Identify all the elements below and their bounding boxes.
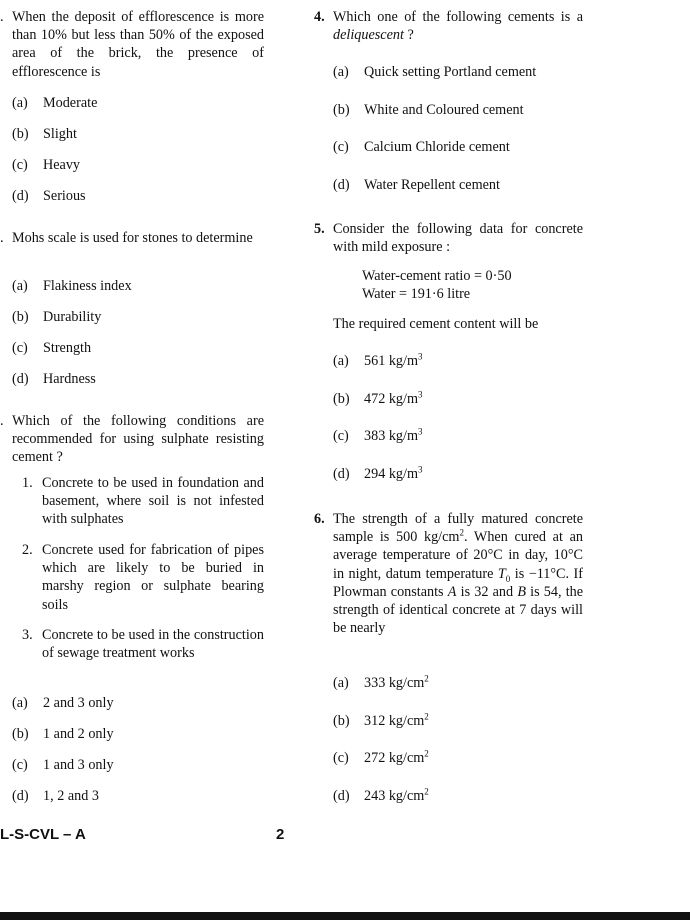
option-c: (c) 1 and 3 only [12,757,114,773]
question-number: 4. [314,9,325,25]
option-a: (a) Moderate [12,95,98,111]
page-number: 2 [276,826,285,843]
data-line-ratio: Water-cement ratio = 0·50 [362,268,512,284]
option-a: (a) 561 $kg/m^3$ [333,351,423,369]
question-number: . [0,230,4,246]
option-c: (c) Heavy [12,157,81,173]
statement-2: 2. Concrete used for fabrication of pipes which are likely to be buried in marshy region or sulphate bearing soils [22,542,264,613]
option-c: (c) 383 $kg/m^3$ [333,426,423,444]
question-stem: The strength of a fully matured concrete sample is 500 $kg/cm^2$. When cured at an average temperature of 20°C in day, 10°C in night, datum temperature $T_0$ is −11°C. If Plowman constants A is 32 and B is 54, the strength of identical concrete at 7 days will be nearly [333,511,584,637]
option-a: (a) Flakiness index [12,278,132,294]
option-b: (b) Slight [12,126,77,142]
question-ask: The required cement content will be [333,316,539,332]
option-c: (c) 272 $kg/cm^2$ [333,748,429,766]
question-stem: Mohs scale is used for stones to determine [12,230,253,246]
question-stem: Which of the following conditions are recommended for using sulphate resisting cement ? [12,413,264,466]
paper-code: L-S-CVL – A [0,826,86,843]
option-d: (d) 294 $kg/m^3$ [333,464,423,482]
option-a: (a) 333 $kg/cm^2$ [333,673,429,691]
option-d: (d) Serious [12,188,86,204]
statement-3: 3. Concrete to be used in the construction of sewage treatment works [22,627,264,662]
question-number: . [0,413,4,429]
option-c: (c) Calcium Chloride cement [333,139,510,155]
question-number: . [0,9,4,25]
option-d: (d) Hardness [12,371,96,387]
option-c: (c) Strength [12,340,92,356]
question-stem: When the deposit of efflorescence is more than 10% but less than 50% of the exposed area of the brick, the presence of efflorescence is [12,9,264,80]
option-d: (d) Water Repellent cement [333,177,500,193]
option-b: (b) White and Coloured cement [333,102,524,118]
option-a: (a) 2 and 3 only [12,695,114,711]
option-a: (a) Quick setting Portland cement [333,64,537,80]
option-d: (d) 1, 2 and 3 [12,788,99,804]
option-b: (b) Durability [12,309,102,325]
option-b: (b) 472 $kg/m^3$ [333,389,423,407]
option-b: (b) 312 $kg/cm^2$ [333,711,429,729]
option-b: (b) 1 and 2 only [12,726,114,742]
bottom-border [0,912,690,920]
question-stem: Consider the following data for concrete with mild exposure : [333,221,583,256]
option-d: (d) 243 $kg/cm^2$ [333,786,429,804]
statement-1: 1. Concrete to be used in foundation and basement, where soil is not infested with sulphates [22,475,264,528]
data-line-water: Water = 191·6 litre [362,286,471,302]
question-number: 5. [314,221,325,237]
question-stem: Which one of the following cements is a deliquescent ? [333,9,583,44]
question-number: 6. [314,511,325,527]
